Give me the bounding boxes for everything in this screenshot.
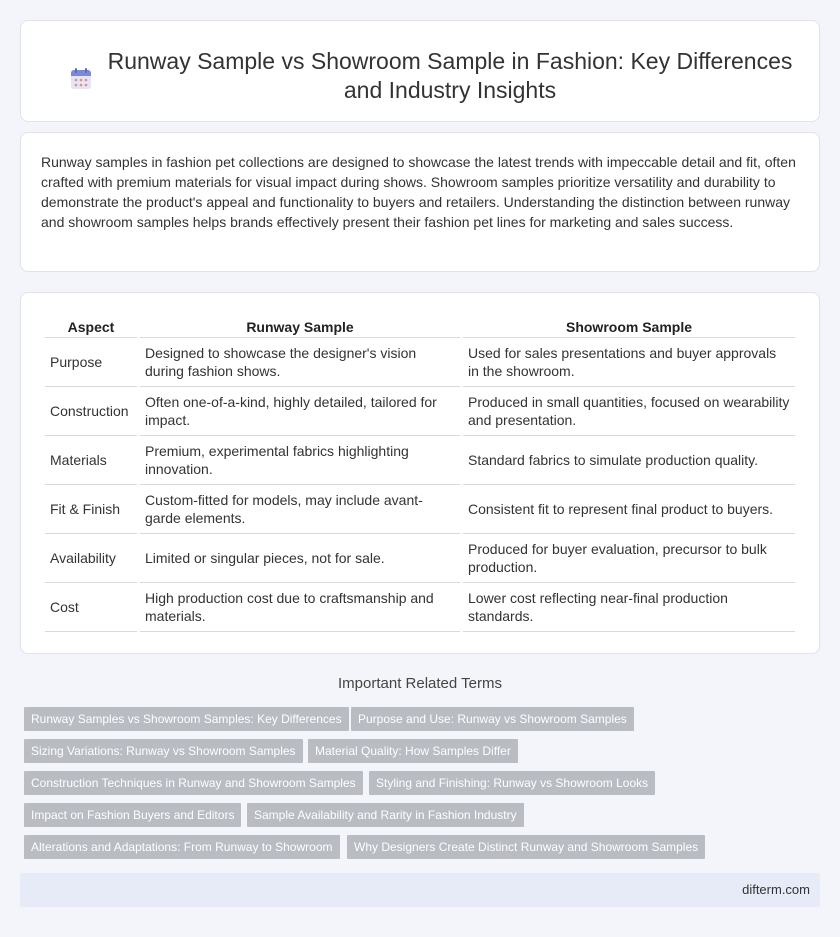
- calendar-icon: [69, 67, 93, 91]
- runway-cell: Often one-of-a-kind, highly detailed, tailored for impact.: [140, 387, 460, 436]
- aspect-cell: Construction: [45, 387, 137, 436]
- related-tag[interactable]: Sizing Variations: Runway vs Showroom Samples: [24, 739, 303, 763]
- runway-cell: Designed to showcase the designer's vision during fashion shows.: [140, 338, 460, 387]
- showroom-cell: Lower cost reflecting near-final production standards.: [463, 583, 795, 632]
- table-row: [45, 534, 795, 583]
- aspect-cell: Fit & Finish: [45, 485, 137, 534]
- showroom-cell: Standard fabrics to simulate production quality.: [463, 436, 795, 485]
- aspect-cell: Materials: [45, 436, 137, 485]
- comparison-table: [42, 313, 798, 632]
- runway-cell: Custom-fitted for models, may include avant-garde elements.: [140, 485, 460, 534]
- table-row: [45, 436, 795, 485]
- showroom-cell: Produced in small quantities, focused on wearability and presentation.: [463, 387, 795, 436]
- intro-card: [20, 132, 820, 272]
- footer-bar: [20, 873, 820, 907]
- showroom-cell: Used for sales presentations and buyer approvals in the showroom.: [463, 338, 795, 387]
- header-aspect: Aspect: [45, 313, 137, 338]
- related-tag[interactable]: Purpose and Use: Runway vs Showroom Samples: [351, 707, 634, 731]
- related-tag[interactable]: Construction Techniques in Runway and Showroom Samples: [24, 771, 363, 795]
- aspect-cell: Cost: [45, 583, 137, 632]
- runway-cell: Premium, experimental fabrics highlighting innovation.: [140, 436, 460, 485]
- footer-site-link[interactable]: difterm.com: [742, 882, 810, 897]
- table-row: [45, 485, 795, 534]
- comparison-card: [20, 292, 820, 654]
- related-tag[interactable]: Material Quality: How Samples Differ: [308, 739, 518, 763]
- table-row: [45, 583, 795, 632]
- related-tag[interactable]: Runway Samples vs Showroom Samples: Key Differences: [24, 707, 349, 731]
- related-terms-heading: Important Related Terms: [338, 675, 502, 692]
- aspect-cell: Availability: [45, 534, 137, 583]
- aspect-cell: Purpose: [45, 338, 137, 387]
- showroom-cell: Consistent fit to represent final product to buyers.: [463, 485, 795, 534]
- related-tag[interactable]: Styling and Finishing: Runway vs Showroom Looks: [369, 771, 655, 795]
- runway-cell: Limited or singular pieces, not for sale.: [140, 534, 460, 583]
- table-row: [45, 387, 795, 436]
- related-tag[interactable]: Alterations and Adaptations: From Runway to Showroom: [24, 835, 340, 859]
- title-card: [20, 20, 820, 122]
- header-showroom-sample: Showroom Sample: [463, 313, 795, 338]
- table-row: [45, 338, 795, 387]
- table-header-row: [45, 313, 795, 338]
- page-title: Runway Sample vs Showroom Sample in Fashion: Key Differences and Industry Insights: [107, 48, 793, 103]
- showroom-cell: Produced for buyer evaluation, precursor to bulk production.: [463, 534, 795, 583]
- related-tag[interactable]: Why Designers Create Distinct Runway and Showroom Samples: [347, 835, 705, 859]
- related-tag[interactable]: Sample Availability and Rarity in Fashion Industry: [247, 803, 524, 827]
- header-runway-sample: Runway Sample: [140, 313, 460, 338]
- intro-paragraph: Runway samples in fashion pet collections are designed to showcase the latest trends with impeccable detail and fit, often crafted with premium materials for visual impact during shows. Showroom samples prioritize versatility and durability to demonstrate the product's appeal and functionality to buyers and retailers. Understanding the distinction between runway and showroom samples helps brands effectively present their fashion pet lines for marketing and sales success.: [41, 154, 796, 230]
- runway-cell: High production cost due to craftsmanship and materials.: [140, 583, 460, 632]
- related-tag[interactable]: Impact on Fashion Buyers and Editors: [24, 803, 241, 827]
